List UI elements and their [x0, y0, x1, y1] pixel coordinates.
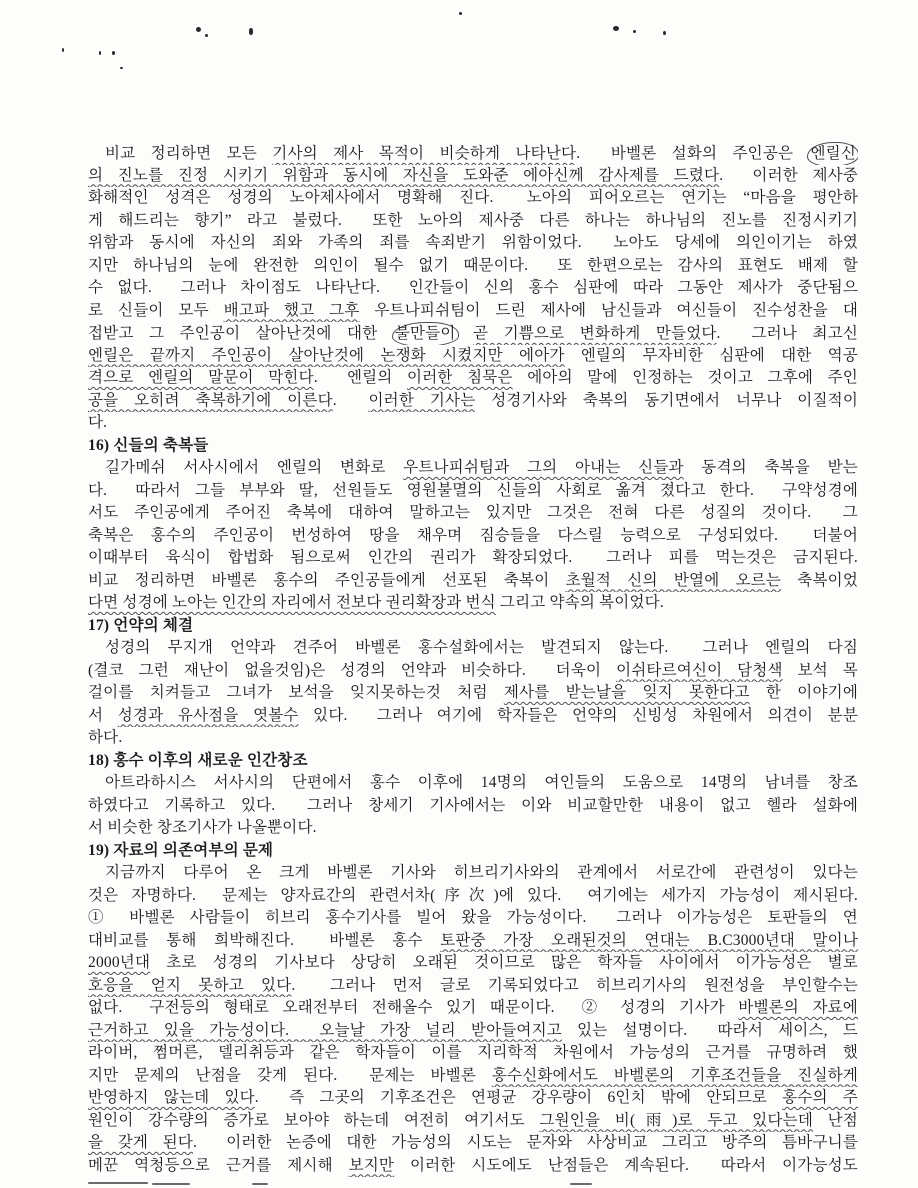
text-line: [88, 592, 858, 615]
pen-underline-text: 바벨론의 자료에: [738, 999, 858, 1016]
text-segment: 다.: [88, 414, 108, 431]
text-segment: 게 해드리는 향기” 라고 불렀다. 또한 노아의 제사중 다른 하나는 하나님의 진노를 진정시키기: [88, 211, 858, 229]
text-line: [88, 300, 858, 323]
text-line: [88, 232, 858, 255]
pen-underline-text: 엔릴은 끝까지 주인공이 살아난것에 논쟁화 시켰지만 에아가: [88, 346, 565, 364]
pen-circle-text: 엔릴신: [807, 142, 858, 165]
text-segment: 하다.: [88, 729, 123, 746]
text-segment: 축복이었: [781, 571, 858, 589]
text-line: [88, 457, 858, 480]
text-line: [88, 862, 858, 885]
text-segment: 비교 정리하면 모든: [105, 145, 273, 162]
pen-underline-text: 곧 기쁨으로 변화하게 만들었다: [472, 325, 717, 342]
text-segment: 엔릴의 무자비한 심판에 대한 역공: [564, 346, 858, 364]
text-segment: 대비교를 통해 희박해진다. 바벨론 홍수: [88, 931, 441, 949]
cutoff-line-fragment: [570, 1183, 592, 1185]
pen-underline-text: 을 갖게 된다: [88, 1134, 193, 1151]
scan-speckle: [120, 67, 123, 69]
pen-underline-text: 근거하고 있을 가능성이다. 오늘날 가장 널리 받아들여지고: [88, 1021, 562, 1039]
text-line: [88, 930, 858, 953]
pen-underline-text: 이러한 기사는: [368, 391, 476, 409]
text-segment: 축복은 홍수의 주인공이 번성하여 땅을 채우며 짐승들을 다스릴 능력으로 구성되었다. 더불어: [88, 526, 858, 544]
section-heading: [88, 840, 858, 863]
text-segment: . 바벨론 설화의 주인공은: [576, 145, 809, 162]
section-heading: [88, 435, 858, 458]
pen-underline-text: 2000년대: [88, 954, 151, 971]
text-segment: 초로 성경의 기사보다 상당히 오래된 것이므로 많은 학자들 사이에서 이가능성은 별로: [150, 954, 858, 971]
text-line: [88, 570, 858, 593]
text-segment: 지금까지 다루어 온 크게 바벨론 기사와 히브리기사와의 관계에서 서로간에 관련성이 있다는: [105, 864, 858, 881]
cutoff-line-fragment: [152, 1183, 190, 1185]
text-segment: . 그러나 먼저 글로 기록되었다고 히브리기사의 원전성을 부인할수는: [291, 976, 858, 994]
text-line: [88, 997, 858, 1020]
text-segment: 위함과 동시에 자신의 죄와 가족의 죄를 속죄받기 위함이었다. 노아도 당세에 의인이기는 하였: [88, 234, 858, 251]
text-segment: 17) 언약의 체결: [88, 616, 194, 634]
text-line: [88, 367, 858, 390]
text-segment: 보석 목: [782, 661, 858, 679]
pen-underline-text: 호응을 얻지 못하고 있다: [88, 976, 292, 994]
scan-speckle: [205, 34, 208, 37]
text-line: [88, 255, 858, 278]
scan-speckle: [196, 27, 201, 32]
text-line: [88, 727, 858, 750]
text-segment: 화해적인 성격은 성경의 노아제사에서 명확해 진다. 노아의 피어오르는 연기는 “마음을 평안하: [88, 189, 858, 206]
text-segment: 동격의 축복을 받는: [683, 459, 858, 476]
text-segment: 이러한 시도에도 난점들은 계속된다. 따라서 이가능성도: [394, 1156, 858, 1174]
text-segment: 서: [88, 706, 118, 724]
text-line: [88, 1065, 858, 1088]
pen-underline-text: 배고파 했고 그후: [223, 301, 360, 319]
text-segment: . 이러한 논증에 대한 가능성의 시도는 문자와 사상비교 그리고 방주의 틈바구니를: [193, 1134, 858, 1151]
scan-speckle: [459, 12, 462, 15]
pen-underline-text: 격으로 엔릴의 말문이 막힌다: [88, 369, 314, 386]
text-line: [88, 682, 858, 705]
pen-circle-text: 불만들이: [392, 322, 459, 345]
scan-speckle: [99, 51, 101, 55]
text-line: [88, 547, 858, 570]
text-segment: 지만 문제의 난점을 갖게 된다. 문제는 바벨론: [88, 1066, 492, 1084]
pen-underline-text: 기사의 제사 목적이 비슷하게 나타난다: [272, 145, 577, 162]
text-line: [88, 1132, 858, 1155]
text-line: [88, 502, 858, 525]
scan-speckle: [663, 31, 666, 35]
pen-underline-text: 제사를 받는날을 잊지 못한다고: [503, 684, 750, 701]
text-segment: ① 바벨론 사람들이 히브리 홍수기사를 빌어 왔을 가능성이다. 그러나 이가능성은 토판들의 연: [88, 909, 858, 926]
text-line: [88, 210, 858, 233]
text-segment: 다. 따라서 그들 부부와 딸, 선원들도 영원불멸의 신들의 사회로 옮겨 졌다고 한다. 구약성경에: [88, 481, 858, 499]
text-segment: 우트나피쉬팀이 드린 제사에 남신들과 여신들이 진수성찬을 대: [359, 301, 858, 319]
text-segment: 없다. 구전등의 형태로 오래전부터 전해올수 있기 때문이다. ② 성경의 기사가: [88, 999, 739, 1016]
text-line: [88, 975, 858, 998]
text-line: [88, 907, 858, 930]
text-segment: 성경기사와 축복의 동기면에서 너무나 이질적이: [475, 391, 858, 409]
text-segment: . 엔릴의: [313, 369, 408, 386]
scan-speckle: [112, 51, 115, 55]
section-heading: [88, 615, 858, 638]
pen-underline-text: 초월적 신의 반열에 오르는: [565, 571, 782, 589]
text-segment: 18) 홍수 이후의 새로운 인간창조: [88, 751, 308, 769]
text-segment: 로 신들이 모두: [88, 301, 224, 319]
text-segment: 이때부터 육식이 합법화 됨으로써 인간의 권리가 확장되었다. 그러나 피를 먹는것은 금지된다.: [88, 549, 858, 566]
pen-underline-text: 홍수신화에서도 바벨론의 기후조건들을 진실하게: [491, 1066, 858, 1084]
text-segment: [458, 325, 473, 342]
text-line: [88, 1020, 858, 1043]
text-segment: 지만 하나님의 눈에 완전한 의인이 될수 없기 때문이다. 또 한편으로는 감사의 표현도 배제 할: [88, 256, 858, 274]
pen-underline-text: 우트나피쉬팀과 그의 아내는 신들과: [403, 459, 684, 476]
text-line: [88, 187, 858, 210]
text-segment: 난점: [813, 1111, 858, 1129]
text-segment: 라이버, 쩜머른, 델리취등과 같은 학자들이 이를 지리학적 차원에서 가능성의 근거를 규명하려 했: [88, 1044, 858, 1061]
text-segment: . 그러나 최고신: [716, 325, 858, 342]
scan-speckle: [62, 48, 64, 52]
text-line: [88, 1042, 858, 1065]
text-segment: 원인이 강수량의 증가로 보아야 하는데 여전히 여기서도: [88, 1111, 540, 1129]
text-segment: 걸이를 치켜들고 그녀가 보석을 잊지못하는것 처럼: [88, 684, 504, 701]
scan-speckle: [633, 30, 636, 33]
pen-underline-text: 반영하지 않는데 있다: [88, 1089, 255, 1106]
pen-underline-text: 그원인을 비(雨)로 두고 있다는데: [539, 1111, 813, 1129]
scan-speckle: [613, 26, 619, 31]
text-line: [88, 660, 858, 683]
text-line: [88, 345, 858, 368]
text-segment: 하였다고 기록하고 있다. 그러나 창세기 기사에서는 이와 비교할만한 내용이 없고 헬라 설화에: [88, 796, 858, 814]
text-line: [88, 1110, 858, 1133]
pen-underline-text: 공을 오히려 축복하기에 이른다: [88, 391, 333, 409]
text-segment: 수 없다. 그러나 차이점도 나타난다. 인간들이 신의 홍수 심판에 따라 그동안 제사가 중단됨으: [88, 279, 858, 296]
cutoff-line-fragment: [88, 1182, 148, 1184]
text-segment: 16) 신들의 축복들: [88, 436, 209, 454]
text-line: [88, 772, 858, 795]
pen-underline-text: 토판중 가장 오래된것의 연대는 B.C3000년대 말이나: [440, 931, 858, 949]
text-segment: 서도 주인공에게 주어진 축복에 대하여 말하고는 있지만 그것은 전혀 다른 성질의 것이다. 그: [88, 504, 858, 521]
text-segment: 있다. 그러나 여기에 학자들은 언약의 신빙성 차원에서 의견이 분분: [298, 706, 858, 724]
text-segment: . 즉 그곳의 기후조건은 연평균 강우량이 6인치 밖에 안되므로: [254, 1089, 783, 1106]
text-line: [88, 705, 858, 728]
document-text: [88, 142, 858, 1177]
pen-underline-text: 다면 성경에 노아는 인간의 자리에서 전보다 권리확장과 번식: [88, 594, 496, 611]
text-segment: 한 이야기에: [749, 684, 858, 701]
text-line: [88, 165, 858, 188]
text-segment: 메꾼 역청등으로 근거를 제시해: [88, 1156, 349, 1174]
text-segment: 것은 자명하다. 문제는 양자료간의 관련서차(序次)에 있다. 여기에는 세가지 가능성이 제시된다.: [88, 886, 858, 904]
text-segment: 19) 자료의 의존여부의 문제: [88, 841, 274, 859]
text-segment: 길가메쉬 서사시에서 엔릴의 변화로: [105, 459, 404, 476]
text-segment: 있는 설명이다. 따라서 세이스, 드: [561, 1021, 858, 1039]
pen-underline-text: 이쉬타르여신이 담청색: [616, 661, 783, 679]
pen-underline-text: 보지만: [348, 1156, 395, 1174]
scan-speckle: [249, 28, 253, 35]
text-line: [88, 525, 858, 548]
pen-underline-text: 의 진노를 진정 시키기 위함과 동시에 자신을 도와준 에아신께 감사제를 드렸다: [88, 166, 720, 184]
text-segment: (결코 그런 재난이 없을것임)은 성경의 언약과 비슷하다. 더욱이: [88, 661, 617, 679]
text-line: [88, 1087, 858, 1110]
pen-underline-text: 홍수의 주: [782, 1089, 858, 1106]
cutoff-line-fragment: [252, 1183, 268, 1185]
text-line: [88, 142, 858, 165]
pen-underline-text: 이러한 침묵은: [407, 369, 513, 386]
text-line: [88, 1155, 858, 1178]
section-heading: [88, 750, 858, 773]
text-line: [88, 952, 858, 975]
text-line: [88, 885, 858, 908]
text-segment: 비교 정리하면 바벨론 홍수의 주인공들에게 선포된 축복이: [88, 571, 566, 589]
text-segment: 서 비슷한 창조기사가 나올뿐이다.: [88, 819, 317, 836]
text-segment: 아트라하시스 서사시의 단편에서 홍수 이후에 14명의 여인들의 도움으로 14명의 남녀를 창조: [105, 774, 858, 791]
text-line: [88, 390, 858, 413]
text-segment: .: [332, 391, 369, 409]
text-line: [88, 480, 858, 503]
text-segment: . 이러한 제사중: [719, 166, 858, 184]
text-segment: 에아의 말에 인정하는 것이고 그후에 주인: [512, 369, 858, 386]
text-line: [88, 277, 858, 300]
pen-underline-text: 성경과 유사점을 엿볼수: [117, 706, 299, 724]
text-line: [88, 412, 858, 435]
text-segment: 접받고 그 주인공이 살아난것에 대한: [88, 325, 393, 342]
text-segment: 성경의 무지개 언약과 견주어 바벨론 홍수설화에서는 발견되지 않는다. 그러나 엔릴의 다짐: [105, 639, 858, 656]
text-line: [88, 795, 858, 818]
text-line: [88, 817, 858, 840]
text-line: [88, 637, 858, 660]
text-segment: 그리고 약속의 복이었다.: [495, 594, 664, 611]
text-line: [88, 322, 858, 345]
